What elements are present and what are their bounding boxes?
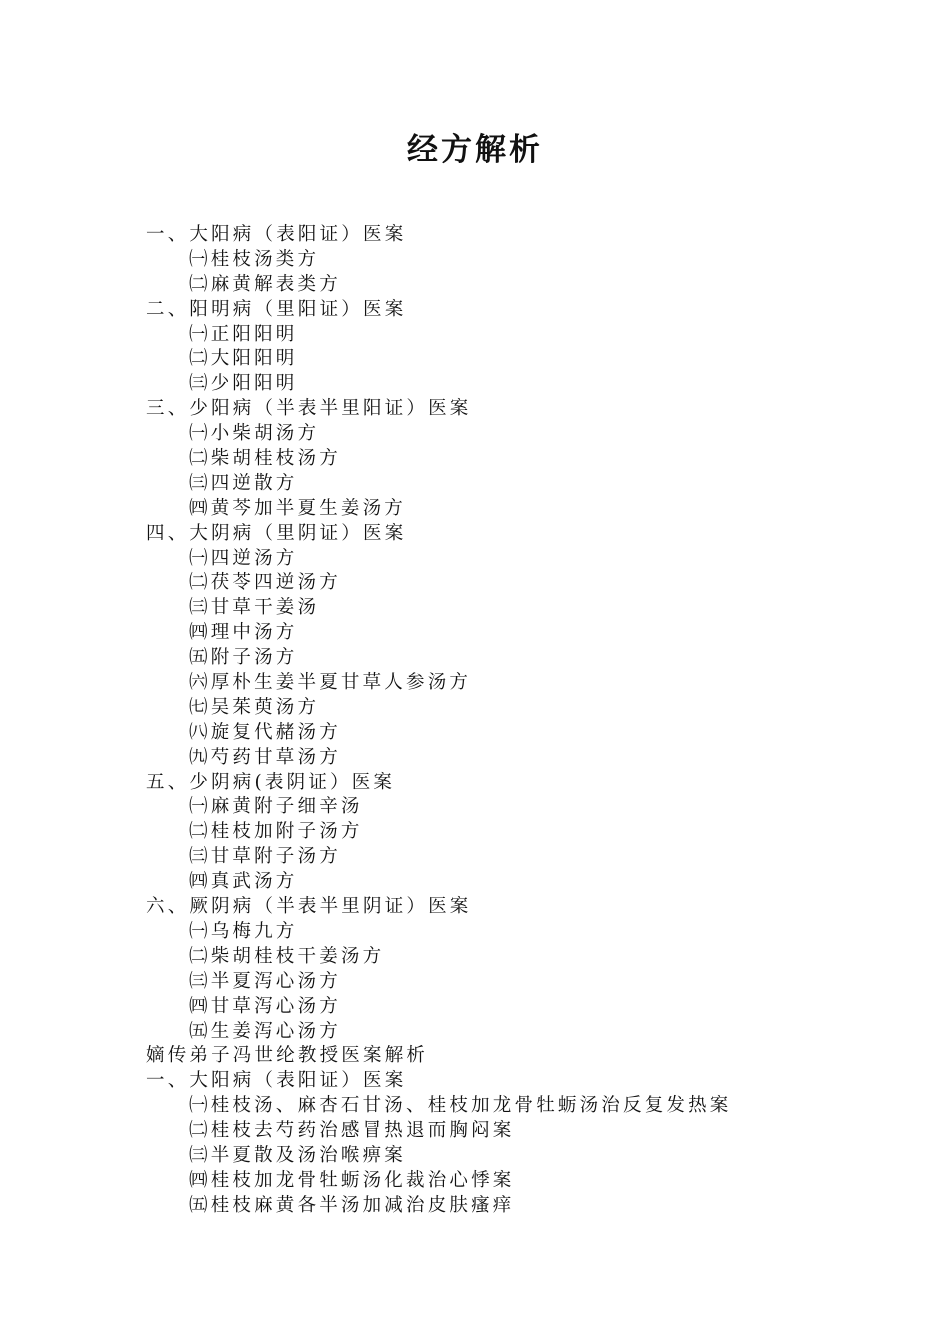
toc-subitem: ㈧旋复代赭汤方 <box>189 721 341 743</box>
toc-subitem: ㈠桂枝汤类方 <box>189 248 320 270</box>
toc-subitem: ㈠小柴胡汤方 <box>189 423 320 445</box>
toc-subitem: ㈥厚朴生姜半夏甘草人参汤方 <box>189 672 472 694</box>
toc-subitem: ㈡麻黄解表类方 <box>189 273 341 295</box>
toc-subitem: ㈤生姜泻心汤方 <box>189 1020 341 1042</box>
toc-subitem: ㈢甘草附子汤方 <box>189 846 341 868</box>
toc-subitem: ㈡大阳阳明 <box>189 348 298 370</box>
table-of-contents <box>146 223 846 1219</box>
toc-subitem: ㈡柴胡桂枝汤方 <box>189 448 341 470</box>
toc-subitem: ㈠麻黄附子细辛汤 <box>189 796 363 818</box>
toc-subitem: ㈡桂枝加附子汤方 <box>189 821 363 843</box>
toc-heading: 二、阳明病（里阳证）医案 <box>146 298 407 320</box>
toc-subitem: ㈣理中汤方 <box>189 622 298 644</box>
toc-subitem: ㈣黄芩加半夏生姜汤方 <box>189 497 407 519</box>
toc-subitem: ㈢四逆散方 <box>189 472 298 494</box>
toc-heading: 一、大阳病（表阳证）医案 <box>146 1070 407 1092</box>
toc-heading: 六、厥阴病（半表半里阴证）医案 <box>146 896 472 918</box>
toc-subitem: ㈣甘草泻心汤方 <box>189 995 341 1017</box>
toc-subitem: ㈠乌梅九方 <box>189 920 298 942</box>
toc-heading: 三、少阳病（半表半里阳证）医案 <box>146 398 472 420</box>
toc-heading: 五、少阴病(表阴证）医案 <box>146 771 396 793</box>
toc-subitem: ㈡柴胡桂枝干姜汤方 <box>189 945 385 967</box>
toc-subitem: ㈡桂枝去芍药治感冒热退而胸闷案 <box>189 1120 515 1142</box>
toc-subitem: ㈣真武汤方 <box>189 871 298 893</box>
toc-heading: 嫡传弟子冯世纶教授医案解析 <box>146 1045 429 1067</box>
toc-subitem: ㈦吴茱萸汤方 <box>189 696 320 718</box>
toc-subitem: ㈣桂枝加龙骨牡蛎汤化裁治心悸案 <box>189 1169 515 1191</box>
toc-heading: 一、大阳病（表阳证）医案 <box>146 224 407 245</box>
toc-subitem: ㈢半夏散及汤治喉痹案 <box>189 1144 407 1166</box>
page-title: 经方解析 <box>407 132 543 168</box>
toc-subitem: ㈡茯苓四逆汤方 <box>189 572 341 594</box>
toc-subitem: ㈤附子汤方 <box>189 647 298 669</box>
toc-subitem: ㈤桂枝麻黄各半汤加减治皮肤瘙痒 <box>189 1194 515 1216</box>
toc-heading: 四、大阴病（里阴证）医案 <box>146 522 407 544</box>
toc-subitem: ㈢半夏泻心汤方 <box>189 970 341 992</box>
toc-subitem: ㈠四逆汤方 <box>189 547 298 569</box>
toc-subitem: ㈠正阳阳明 <box>189 323 298 345</box>
toc-subitem: ㈠桂枝汤、麻杏石甘汤、桂枝加龙骨牡蛎汤治反复发热案 <box>189 1095 732 1117</box>
toc-subitem: ㈨芍药甘草汤方 <box>189 746 341 768</box>
toc-subitem: ㈢少阳阳明 <box>189 373 298 395</box>
toc-subitem: ㈢甘草干姜汤 <box>189 597 320 619</box>
